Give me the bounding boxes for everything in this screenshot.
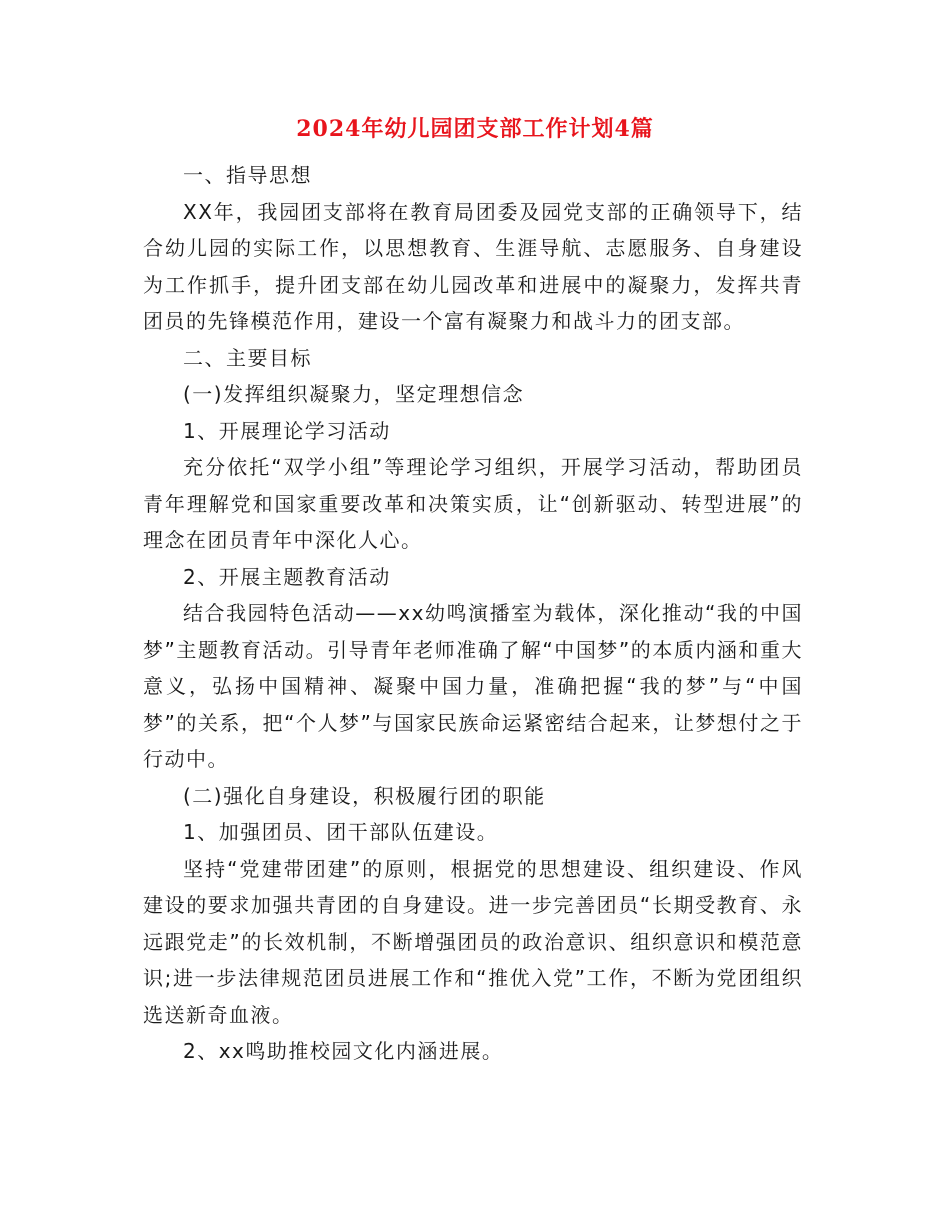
paragraph-theory-study: 充分依托“双学小组”等理论学习组织，开展学习活动，帮助团员青年理解党和国家重要改革和决策实质，让“创新驱动、转型进展”的理念在团员青年中深化人心。 — [143, 455, 803, 552]
paragraph-guiding-thought: XX年，我园团支部将在教育局团委及园党支部的正确领导下，结合幼儿园的实际工作，以思想教育、生涯导航、志愿服务、自身建设为工作抓手，提升团支部在幼儿园改革和进展中的凝聚力，发挥共青团员的先锋模范作用，建设一个富有凝聚力和战斗力的团支部。 — [143, 199, 803, 333]
section-heading-guiding-thought: 一、指导思想 — [183, 163, 312, 187]
subsection-heading-1: (一)发挥组织凝聚力，坚定理想信念 — [183, 382, 525, 406]
item-heading-theory-study: 1、开展理论学习活动 — [183, 418, 391, 443]
item-heading-team-building: 1、加强团员、团干部队伍建设。 — [183, 820, 499, 844]
section-heading-main-goals: 二、主要目标 — [183, 345, 312, 370]
paragraph-theme-education: 结合我园特色活动——xx幼鸣演播室为载体，深化推动“我的中国梦”主题教育活动。引导青年老师准确了解“中国梦”的本质内涵和重大意义，弘扬中国精神、凝聚中国力量，准确把握“我的梦”与“中国梦”的关系，把“个人梦”与国家民族命运紧密结合起来，让梦想付之于行动中。 — [143, 601, 803, 771]
subsection-heading-2: (二)强化自身建设，积极履行团的职能 — [183, 783, 546, 808]
item-heading-campus-culture: 2、xx鸣助推校园文化内涵进展。 — [183, 1039, 504, 1063]
item-heading-theme-education: 2、开展主题教育活动 — [183, 564, 391, 589]
document-title: 2024年幼儿园团支部工作计划4篇 — [296, 116, 654, 142]
document-body — [143, 157, 803, 1070]
paragraph-team-building: 坚持“党建带团建”的原则，根据党的思想建设、组织建设、作风建设的要求加强共青团的自身建设。进一步完善团员“长期受教育、永远跟党走”的长效机制，不断增强团员的政治意识、组织意识和模范意识;进一步法律规范团员进展工作和“推优入党”工作，不断为党团组织选送新奇血液。 — [143, 856, 803, 1027]
